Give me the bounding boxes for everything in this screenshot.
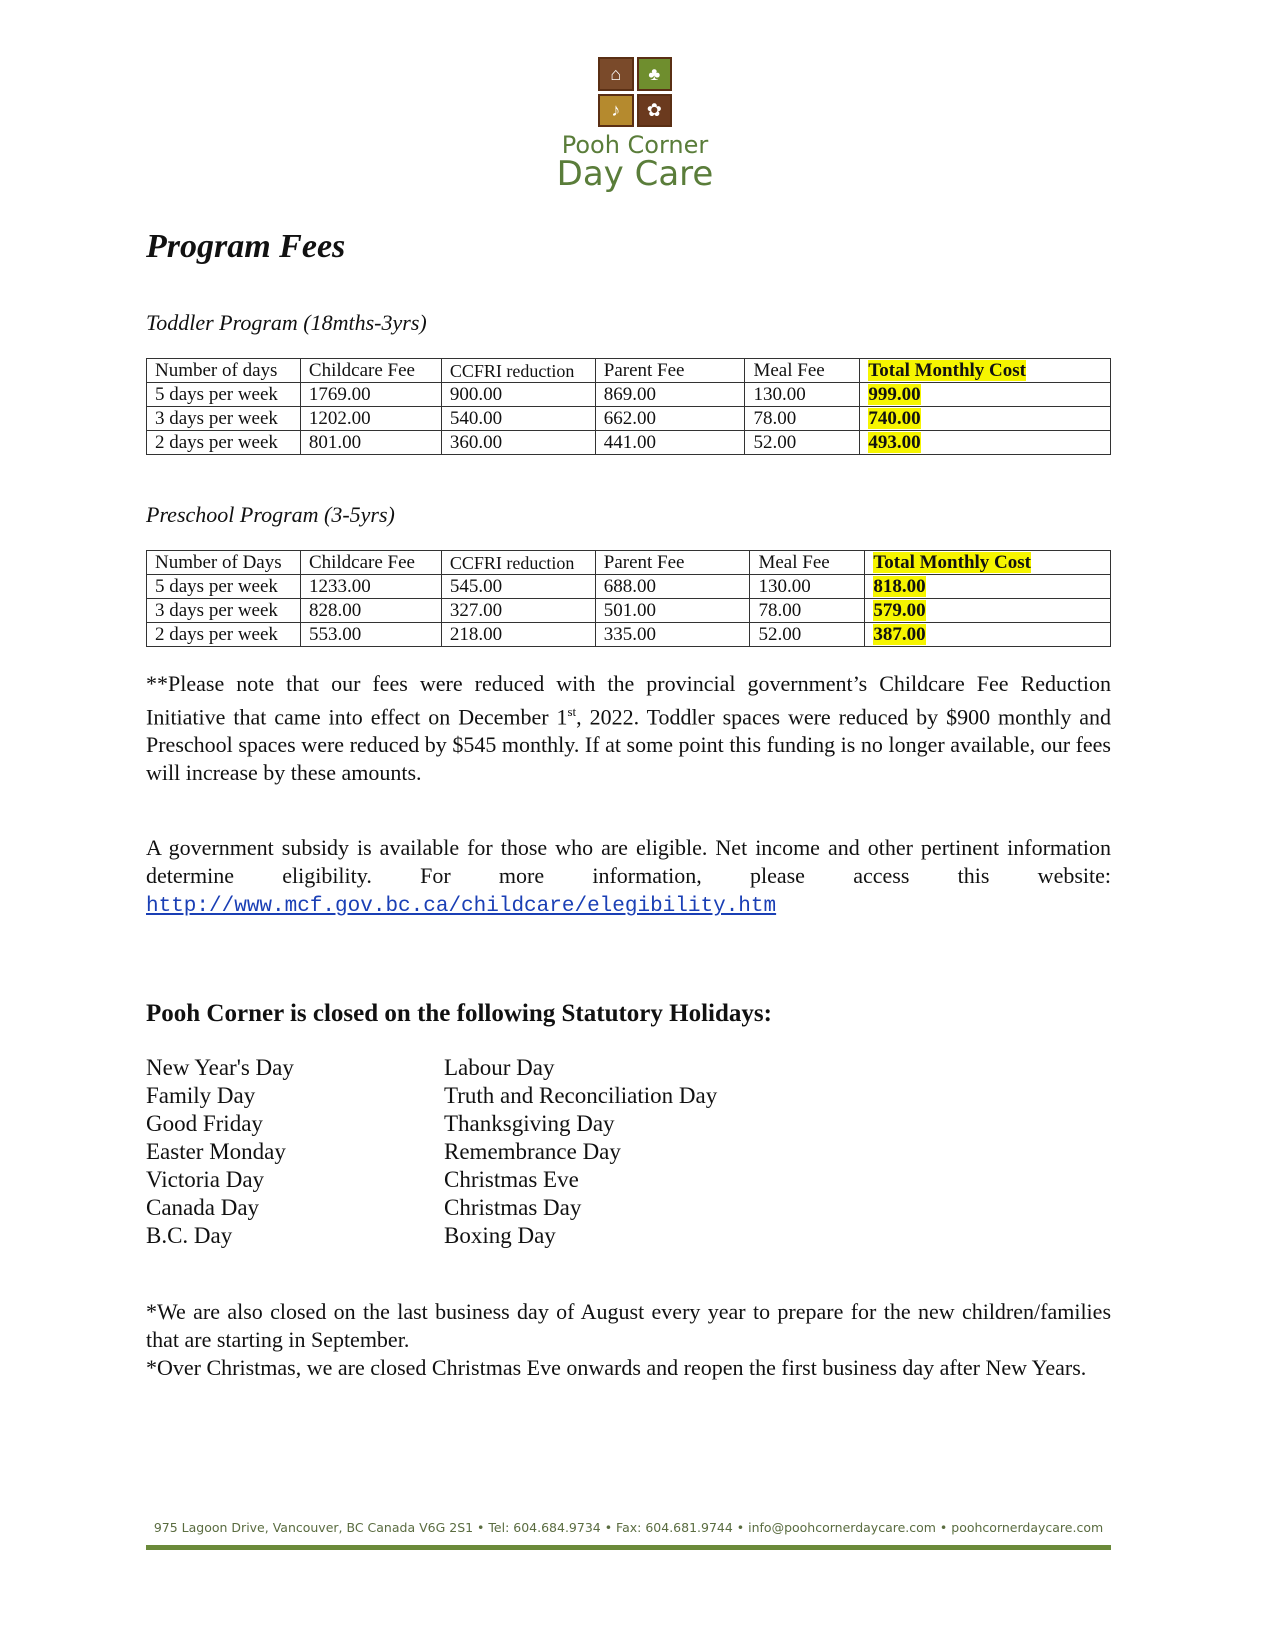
table-row [147, 383, 1111, 407]
meal-fee-cell: 52.00 [745, 431, 860, 455]
table-row [147, 407, 1111, 431]
total-cell [860, 407, 1111, 431]
total-label: Total Monthly Cost [868, 359, 1026, 381]
meal-fee-cell: 78.00 [750, 599, 865, 623]
list-item: Christmas Eve [444, 1167, 579, 1192]
footer-contact: 975 Lagoon Drive, Vancouver, BC Canada V6G 2S1 • Tel: 604.684.9734 • Fax: 604.681.9744 • info@poohcornerdaycare.com • poohcornerdaycare.com [153, 1520, 1104, 1535]
total-value: 579.00 [873, 599, 926, 621]
header-cell: CCFRI reduction [441, 551, 595, 575]
note-superscript: st [567, 704, 577, 719]
list-item: Family Day [146, 1083, 256, 1108]
reduction-cell: 218.00 [441, 623, 595, 647]
header-cell: Parent Fee [595, 359, 745, 383]
days-cell: 5 days per week [147, 383, 301, 407]
holidays-heading: Pooh Corner is closed on the following Statutory Holidays: [146, 1000, 772, 1027]
days-cell: 2 days per week [147, 623, 301, 647]
holidays-list-left [146, 1054, 294, 1250]
list-item: Truth and Reconciliation Day [444, 1083, 718, 1108]
reduction-cell: 360.00 [441, 431, 595, 455]
parent-fee-cell: 869.00 [595, 383, 745, 407]
list-item: Victoria Day [146, 1167, 265, 1192]
total-cell [865, 623, 1111, 647]
table-header-row [147, 359, 1111, 383]
header-cell-total [865, 551, 1111, 575]
reduction-cell: 545.00 [441, 575, 595, 599]
header-cell: Childcare Fee [300, 359, 441, 383]
table-row [147, 431, 1111, 455]
logo-grid [598, 57, 672, 127]
list-item: Good Friday [146, 1111, 263, 1136]
total-cell [865, 575, 1111, 599]
note-text-2: , 2022. Toddler spaces were reduced by $900 monthly and Preschool spaces were reduced by $545 monthly. If at some point this funding is no longer available, our fees will increase by these amounts. [146, 704, 1111, 786]
logo-text-line1: Pooh Corner [561, 131, 709, 159]
parent-fee-cell: 441.00 [595, 431, 745, 455]
christmas-closure-note: *Over Christmas, we are closed Christmas Eve onwards and reopen the first business day after New Years. [146, 1355, 1087, 1380]
fee-cell: 1769.00 [300, 383, 441, 407]
total-value: 493.00 [868, 431, 921, 453]
reduction-cell: 327.00 [441, 599, 595, 623]
parent-fee-cell: 662.00 [595, 407, 745, 431]
meal-fee-cell: 52.00 [750, 623, 865, 647]
header-cell: Meal Fee [750, 551, 865, 575]
header-cell: Number of days [147, 359, 301, 383]
subsidy-text: A government subsidy is available for those who are eligible. Net income and other pertinent information determine eligibility. For more information, please access this website: [146, 835, 1111, 888]
toddler-heading: Toddler Program (18mths-3yrs) [146, 310, 427, 335]
days-cell: 3 days per week [147, 407, 301, 431]
total-cell [860, 431, 1111, 455]
fee-cell: 553.00 [300, 623, 441, 647]
list-item: Labour Day [444, 1055, 555, 1080]
list-item: Easter Monday [146, 1139, 286, 1164]
list-item: B.C. Day [146, 1223, 233, 1248]
preschool-fee-table [146, 550, 1111, 647]
list-item: Remembrance Day [444, 1139, 621, 1164]
fee-cell: 1202.00 [300, 407, 441, 431]
header-cell: Parent Fee [595, 551, 750, 575]
tree-icon: ♣ [637, 57, 673, 91]
total-cell [865, 599, 1111, 623]
days-cell: 5 days per week [147, 575, 301, 599]
list-item: Thanksgiving Day [444, 1111, 615, 1136]
parent-fee-cell: 688.00 [595, 575, 750, 599]
total-value: 387.00 [873, 623, 926, 645]
preschool-heading: Preschool Program (3-5yrs) [146, 502, 395, 527]
table-row [147, 623, 1111, 647]
days-cell: 2 days per week [147, 431, 301, 455]
parent-fee-cell: 501.00 [595, 599, 750, 623]
toddler-fee-table [146, 358, 1111, 455]
page-title: Program Fees [146, 228, 346, 265]
footer-divider [146, 1545, 1111, 1550]
holidays-list-right [444, 1054, 717, 1250]
list-item: Christmas Day [444, 1195, 582, 1220]
fee-cell: 801.00 [300, 431, 441, 455]
subsidy-link[interactable]: http://www.mcf.gov.bc.ca/childcare/elegibility.htm [146, 895, 777, 918]
ccfri-note [146, 670, 1111, 787]
reduction-cell: 540.00 [441, 407, 595, 431]
header-cell: CCFRI reduction [441, 359, 595, 383]
total-value: 740.00 [868, 407, 921, 429]
august-closure-note: *We are also closed on the last business day of August every year to prepare for the new children/families that are starting in September. [146, 1299, 1111, 1352]
header-cell: Meal Fee [745, 359, 860, 383]
logo-text-line2: Day Care [556, 154, 714, 194]
total-value: 999.00 [868, 383, 921, 405]
list-item: Boxing Day [444, 1223, 556, 1248]
total-cell [860, 383, 1111, 407]
header-cell-total [860, 359, 1111, 383]
house-icon: ⌂ [598, 57, 634, 91]
list-item: Canada Day [146, 1195, 260, 1220]
subsidy-paragraph [146, 834, 1111, 921]
table-row [147, 599, 1111, 623]
logo [545, 57, 725, 194]
meal-fee-cell: 130.00 [750, 575, 865, 599]
note-text-1: **Please note that our fees were reduced with the provincial government’s Childcare Fee Reduction Initiative that came into effect on December 1 [146, 671, 1111, 730]
table-header-row [147, 551, 1111, 575]
reduction-cell: 900.00 [441, 383, 595, 407]
list-item: New Year's Day [146, 1055, 294, 1080]
days-cell: 3 days per week [147, 599, 301, 623]
total-label: Total Monthly Cost [873, 551, 1031, 573]
fee-cell: 1233.00 [300, 575, 441, 599]
meal-fee-cell: 130.00 [745, 383, 860, 407]
parent-fee-cell: 335.00 [595, 623, 750, 647]
fee-cell: 828.00 [300, 599, 441, 623]
table-row [147, 575, 1111, 599]
meal-fee-cell: 78.00 [745, 407, 860, 431]
total-value: 818.00 [873, 575, 926, 597]
header-cell: Number of Days [147, 551, 301, 575]
flower-icon: ✿ [637, 94, 673, 128]
header-cell: Childcare Fee [300, 551, 441, 575]
bird-icon: ♪ [598, 94, 634, 128]
